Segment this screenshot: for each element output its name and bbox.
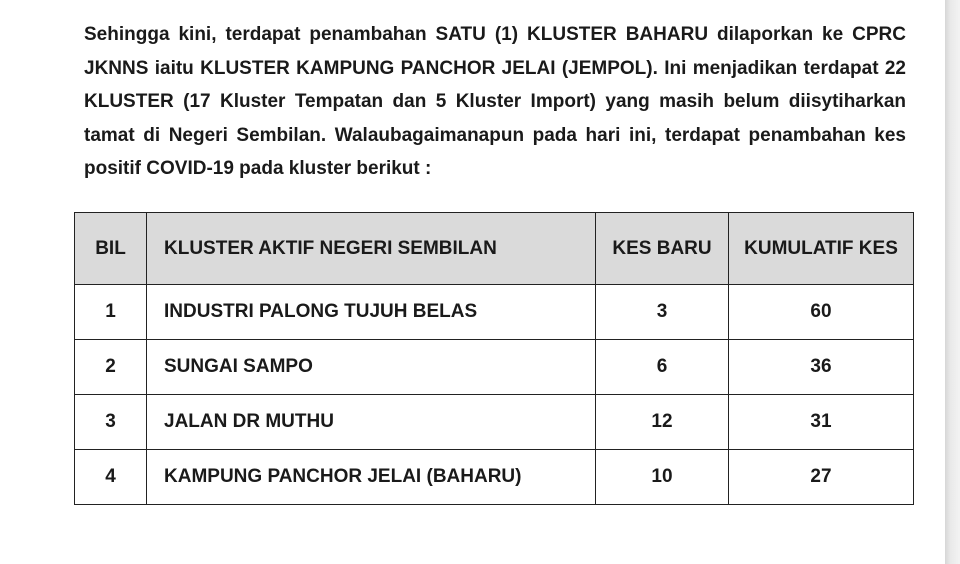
cluster-table [74, 212, 914, 505]
row-bil: 3 [75, 395, 147, 450]
announcement-paragraph: Sehingga kini, terdapat penambahan SATU (1) KLUSTER BAHARU dilaporkan ke CPRC JKNNS iaitu KLUSTER KAMPUNG PANCHOR JELAI (JEMPOL). Ini menjadikan terdapat 22 KLUSTER (17 Kluster Tempatan dan 5 Kluster Import) yang masih belum diisytiharkan tamat di Negeri Sembilan. Walaubagaimanapun pada hari ini, terdapat penambahan kes positif COVID-19 pada kluster berikut : [84, 24, 906, 179]
row-cumulative: 60 [729, 285, 914, 340]
row-cumulative: 27 [729, 450, 914, 505]
row-cluster-name: INDUSTRI PALONG TUJUH BELAS [147, 285, 596, 340]
table-row [75, 285, 914, 340]
row-bil: 1 [75, 285, 147, 340]
table-row [75, 340, 914, 395]
row-cluster-name: SUNGAI SAMPO [147, 340, 596, 395]
row-cluster-name: JALAN DR MUTHU [147, 395, 596, 450]
row-cumulative: 36 [729, 340, 914, 395]
table-header-row [75, 213, 914, 285]
row-new-cases: 12 [596, 395, 729, 450]
row-new-cases: 3 [596, 285, 729, 340]
row-bil: 4 [75, 450, 147, 505]
row-new-cases: 10 [596, 450, 729, 505]
row-bil: 2 [75, 340, 147, 395]
row-cumulative: 31 [729, 395, 914, 450]
page-edge-shadow [945, 0, 960, 564]
header-bil: BIL [75, 213, 147, 285]
header-new-cases: KES BARU [596, 213, 729, 285]
table-row [75, 395, 914, 450]
header-cumulative: KUMULATIF KES [729, 213, 914, 285]
table-row [75, 450, 914, 505]
header-cluster: KLUSTER AKTIF NEGERI SEMBILAN [147, 213, 596, 285]
row-cluster-name: KAMPUNG PANCHOR JELAI (BAHARU) [147, 450, 596, 505]
row-new-cases: 6 [596, 340, 729, 395]
